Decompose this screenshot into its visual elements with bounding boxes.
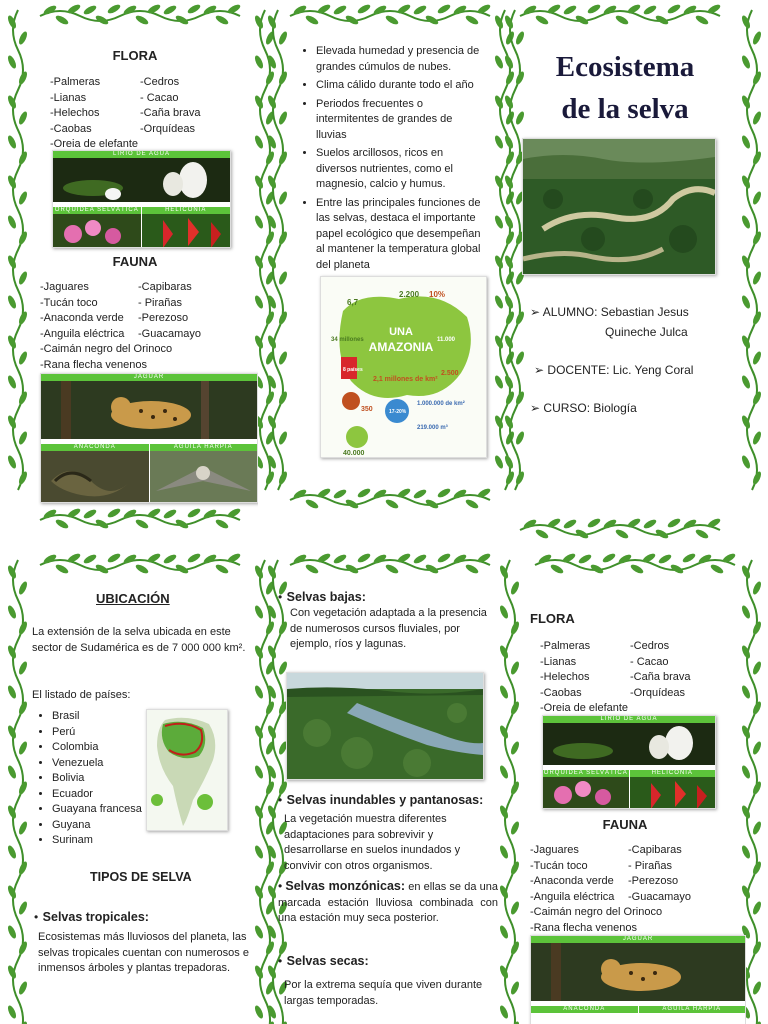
infographic-stat: 17-20% bbox=[389, 409, 407, 415]
flora-title: FLORA bbox=[112, 48, 158, 63]
orchid-heliconia-image bbox=[543, 777, 715, 809]
flora-item: -Orquídeas bbox=[140, 122, 196, 135]
flora-item: -Helechos bbox=[50, 107, 100, 119]
flora-item: - Cacao bbox=[630, 655, 669, 668]
infographic-label: UNA bbox=[389, 326, 413, 338]
bajas-title: Selvas bajas: bbox=[286, 590, 366, 604]
fauna-item: -Anguila eléctrica bbox=[530, 890, 615, 903]
arrow-bullet-icon: ➢ bbox=[534, 363, 545, 377]
flora-list-right bbox=[140, 75, 201, 137]
fauna-item: -Rana flecha venenos bbox=[530, 921, 638, 934]
pais-item: • Surinam bbox=[52, 833, 142, 849]
alumno-row-2: Quineche Julca bbox=[605, 325, 688, 339]
bajas-row bbox=[278, 588, 366, 606]
photo-label: ÁGUILA HARPÍA bbox=[638, 1006, 746, 1013]
infographic-stat: 11.000 bbox=[437, 337, 456, 343]
flora-item: - Cacao bbox=[140, 91, 179, 104]
ubicacion-title: UBICACIÓN bbox=[96, 591, 170, 606]
flora-item: -Palmeras bbox=[540, 640, 591, 652]
flora-list-right bbox=[630, 639, 691, 701]
panel-flora-fauna-bottom bbox=[528, 585, 746, 1024]
characteristic-item: • Elevada humedad y presencia de grandes cúmulos de nubes. bbox=[316, 44, 484, 75]
panel-ubicacion bbox=[30, 585, 258, 1024]
monzonicas-text: en ellas se da una marcada estación lluviosa combinada con una estación muy seca posterior. bbox=[278, 881, 498, 924]
arrow-bullet-icon: ➢ bbox=[530, 401, 541, 415]
water-lily-image bbox=[53, 158, 230, 202]
photo-label: HELICONIA bbox=[141, 207, 231, 214]
fauna-item: -Perezoso bbox=[138, 312, 189, 324]
orchid-heliconia-image bbox=[53, 214, 230, 248]
fauna-item: -Caimán negro del Orinoco bbox=[530, 906, 663, 918]
arrow-bullet-icon: ➢ bbox=[530, 305, 541, 319]
infographic-stat: 40.000 bbox=[343, 450, 365, 457]
photo-label: ANACONDA bbox=[531, 1006, 638, 1013]
flora-item: -Caña brava bbox=[140, 107, 201, 119]
photo-label: ORQUÍDEA SELVÁTICA bbox=[543, 770, 628, 776]
photo-label: LIRIO DE AGUA bbox=[543, 716, 715, 723]
fauna-item: -Jaguares bbox=[40, 281, 89, 293]
bullet-icon: • bbox=[278, 793, 283, 807]
fauna-item: -Guacamayo bbox=[138, 327, 201, 340]
cover-title-line: Ecosistema bbox=[555, 51, 695, 83]
flora-item: -Lianas bbox=[50, 91, 87, 104]
water-lily-image bbox=[543, 723, 715, 765]
infographic-stat: 2,1 millones de km² bbox=[373, 376, 438, 383]
photo-label: HELICONIA bbox=[629, 770, 716, 777]
fauna-item: -Anaconda verde bbox=[40, 312, 124, 324]
paises-list bbox=[30, 709, 142, 849]
anaconda-harpy-image bbox=[41, 451, 257, 503]
panel-cover bbox=[520, 40, 742, 510]
infographic-label: AMAZONIA bbox=[368, 340, 434, 354]
pais-item: • Colombia bbox=[52, 740, 142, 756]
fauna-title: FAUNA bbox=[602, 817, 648, 832]
flora-title: FLORA bbox=[530, 611, 575, 626]
flora-item: -Oreia de elefante bbox=[540, 702, 629, 714]
tropicales-row bbox=[34, 908, 149, 926]
tipos-title: TIPOS DE SELVA bbox=[90, 870, 192, 884]
secas-row bbox=[278, 952, 369, 970]
curso-row bbox=[530, 400, 730, 416]
flora-item: -Oreia de elefante bbox=[50, 138, 139, 150]
flora-photo-collage bbox=[542, 715, 716, 809]
cover-river-photo bbox=[522, 138, 716, 275]
bajas-text: Con vegetación adaptada a la presencia de numerosos cursos fluviales, por ejemplo, ríos y lagunas. bbox=[290, 607, 487, 650]
flora-item: -Lianas bbox=[540, 655, 577, 668]
flora-item: -Caña brava bbox=[630, 671, 691, 683]
fauna-item: -Perezoso bbox=[628, 875, 679, 887]
flora-item: -Cedros bbox=[630, 640, 670, 652]
pais-item: • Guyana bbox=[52, 818, 142, 834]
flora-item: -Cedros bbox=[140, 76, 180, 88]
fauna-item: -Rana flecha venenos bbox=[40, 358, 148, 371]
photo-label: JAGUAR bbox=[41, 374, 257, 381]
docente-label: DOCENTE: Lic. Yeng Coral bbox=[547, 363, 694, 377]
infographic-stat: 8 países bbox=[343, 367, 363, 373]
photo-label: ANACONDA bbox=[41, 444, 149, 451]
alumno-row bbox=[530, 304, 730, 320]
panel-flora-fauna-top bbox=[38, 40, 258, 510]
flora-item: -Orquídeas bbox=[630, 686, 686, 699]
pais-item: • Ecuador bbox=[52, 787, 142, 803]
fauna-item: - Pirañas bbox=[628, 859, 673, 872]
fauna-item: -Capibaras bbox=[628, 844, 682, 856]
flora-item: -Caobas bbox=[540, 686, 582, 699]
monzonicas-title: Selvas monzónicas: bbox=[285, 879, 406, 893]
alumno-label: ALUMNO: Sebastian Jesus bbox=[542, 305, 689, 319]
bullet-icon: • bbox=[278, 590, 283, 604]
fauna-item: -Tucán toco bbox=[530, 859, 588, 872]
characteristic-item: • Periodos frecuentes o intermitentes de grandes de lluvias bbox=[316, 97, 484, 144]
infographic-stat: 34 millones bbox=[331, 337, 364, 343]
flora-list-left bbox=[540, 639, 628, 717]
panel-tipos-selva bbox=[278, 585, 500, 1024]
bullet-icon: • bbox=[278, 954, 283, 968]
pais-item: • Brasil bbox=[52, 709, 142, 725]
bullet-icon: • bbox=[278, 879, 283, 893]
ubicacion-text: La extensión de la selva ubicada en este sector de Sudamérica es de 7 000 000 km². bbox=[32, 626, 246, 654]
flora-list-left bbox=[50, 75, 138, 153]
infographic-stat: 2.500 bbox=[441, 370, 459, 377]
fauna-list-right bbox=[628, 843, 691, 905]
fauna-photo-collage bbox=[530, 935, 746, 1024]
infographic-stat: 350 bbox=[361, 406, 373, 413]
pais-item: • Bolivia bbox=[52, 771, 142, 787]
monzonicas-block bbox=[278, 879, 498, 927]
photo-label: ÁGUILA HARPÍA bbox=[149, 444, 258, 451]
tropicales-title: Selvas tropicales: bbox=[42, 910, 149, 924]
listado-label: El listado de países: bbox=[32, 689, 131, 701]
fauna-item: -Tucán toco bbox=[40, 296, 98, 309]
flora-item: -Palmeras bbox=[50, 76, 101, 88]
fauna-item: - Pirañas bbox=[138, 296, 183, 309]
characteristics-list bbox=[288, 44, 484, 273]
pais-item: • Venezuela bbox=[52, 756, 142, 772]
infographic-stat: 6,7 bbox=[347, 298, 359, 307]
south-america-map bbox=[146, 709, 228, 831]
flora-photo-collage bbox=[52, 150, 231, 248]
inundables-row bbox=[278, 791, 483, 809]
fauna-photo-collage bbox=[40, 373, 258, 503]
pais-item: • Guayana francesa bbox=[52, 802, 142, 818]
fauna-item: -Jaguares bbox=[530, 844, 579, 856]
infographic-stat: 10% bbox=[429, 290, 446, 299]
panel-characteristics bbox=[288, 40, 498, 510]
inundables-text: La vegetación muestra diferentes adaptaciones para sobrevivir y desarrollarse en suelos inundados y convivir con otros organismos. bbox=[284, 813, 461, 872]
infographic-stat: 219.000 m³ bbox=[417, 425, 448, 431]
photo-label: JAGUAR bbox=[531, 936, 745, 943]
characteristic-item: • Suelos arcillosos, ricos en diversos nutrientes, como el magnesio, calcio y humus. bbox=[316, 146, 484, 193]
fauna-item: -Anaconda verde bbox=[530, 875, 614, 887]
characteristic-item: • Clima cálido durante todo el año bbox=[316, 78, 484, 94]
secas-title: Selvas secas: bbox=[286, 954, 369, 968]
infographic-stat: 1.000.000 de km² bbox=[417, 401, 465, 407]
selva-baja-photo bbox=[286, 672, 484, 780]
fauna-item: -Capibaras bbox=[138, 281, 192, 293]
flora-item: -Helechos bbox=[540, 671, 590, 683]
tropicales-text: Ecosistemas más lluviosos del planeta, las selvas tropicales cuentan con numerosos e inmensos árboles y plantas trepadoras. bbox=[38, 931, 249, 974]
infographic-stat: 2.200 bbox=[399, 290, 420, 299]
characteristic-item: • Entre las principales funciones de las selvas, destaca el importante papel ecológico que desempeñan al mantener la temperatura global del planeta bbox=[316, 196, 484, 274]
photo-label: LIRIO DE AGUA bbox=[53, 151, 230, 158]
fauna-title: FAUNA bbox=[112, 254, 158, 269]
pais-item: • Perú bbox=[52, 725, 142, 741]
fauna-item: -Guacamayo bbox=[628, 890, 691, 903]
fauna-list-right bbox=[138, 280, 201, 342]
inundables-title: Selvas inundables y pantanosas: bbox=[286, 793, 484, 807]
jaguar-image bbox=[531, 943, 745, 1001]
fauna-item: -Anguila eléctrica bbox=[40, 327, 125, 340]
amazonia-infographic bbox=[320, 276, 487, 458]
cover-title bbox=[520, 46, 730, 130]
secas-text: Por la extrema sequía que viven durante largas temporadas. bbox=[284, 979, 483, 1007]
bullet-icon: • bbox=[34, 910, 39, 924]
docente-row bbox=[534, 362, 734, 378]
jaguar-image bbox=[41, 381, 257, 439]
flora-item: -Caobas bbox=[50, 122, 92, 135]
fauna-item: -Caimán negro del Orinoco bbox=[40, 343, 173, 355]
curso-label: CURSO: Biología bbox=[543, 401, 637, 415]
cover-title-line: de la selva bbox=[561, 93, 689, 125]
photo-label: ORQUÍDEA SELVÁTICA bbox=[54, 207, 139, 213]
